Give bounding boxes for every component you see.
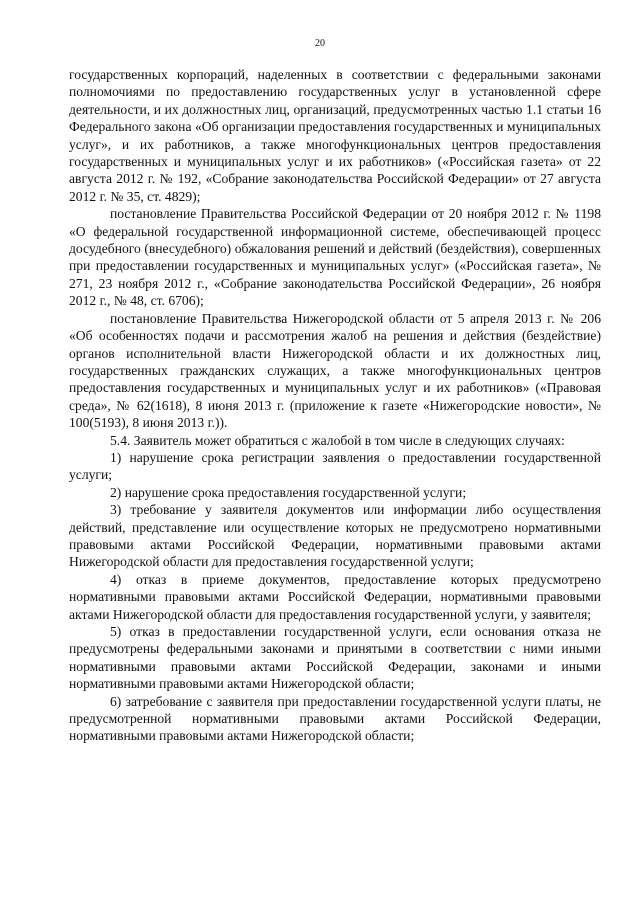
document-body [69, 66, 601, 745]
list-item-2: 2) нарушение срока предоставления государственной услуги; [110, 484, 467, 500]
list-item-6: 6) затребование с заявителя при предоставлении государственной услуги платы, не предусмотренной нормативными правовыми актами Российской Федерации, нормативными правовыми актами Нижегородской области; [69, 693, 601, 744]
paragraph-decree-1198: постановление Правительства Российской Федерации от 20 ноября 2012 г. № 1198 «О федеральной государственной информационной системе, обеспечивающей процесс досудебного (внесудебного) обжалования решений и действий (бездействия), совершенных при предоставлении государственных и муниципальных услуг» («Российская газета», № 271, 23 ноября 2012 г., «Собрание законодательства Российской Федерации», 26 ноября 2012 г., № 48, ст. 6706); [69, 206, 601, 309]
paragraph-federal-law-continuation: государственных корпораций, наделенных в соответствии с федеральными законами полномочиями по предоставлению государственных услуг в установленной сфере деятельности, и их должностных лиц, организаций, предусмотренных частью 1.1 статьи 16 Федерального закона «Об организации предоставления государственных и муниципальных услуг», и их работников, а также многофункциональных центров предоставления государственных и муниципальных услуг и их работников» («Российская газета» от 22 августа 2012 г. № 192, «Собрание законодательства Российской Федерации» от 27 августа 2012 г. № 35, ст. 4829); [69, 67, 601, 204]
paragraph-section-5-4: 5.4. Заявитель может обратиться с жалобой в том числе в следующих случаях: [110, 432, 565, 448]
list-item-3: 3) требование у заявителя документов или информации либо осуществления действий, представление или осуществление которых не предусмотрено нормативными правовыми актами Российской Федерации, нормативными правовыми актами Нижегородской области для предоставления государственной услуги; [69, 502, 601, 570]
list-item-4: 4) отказ в приеме документов, предоставление которых предусмотрено нормативными правовыми актами Российской Федерации, нормативными правовыми актами Нижегородской области для предоставления государственной услуги, у заявителя; [69, 571, 601, 622]
list-item-1: 1) нарушение срока регистрации заявления о предоставлении государственной услуги; [69, 449, 601, 483]
list-item-5: 5) отказ в предоставлении государственной услуги, если основания отказа не предусмотрены федеральными законами и принятыми в соответствии с ними иными нормативными правовыми актами Российской Федерации, законами и иными нормативными правовыми актами Нижегородской области; [69, 624, 601, 692]
page-number: 20 [315, 38, 325, 49]
paragraph-decree-206: постановление Правительства Нижегородской области от 5 апреля 2013 г. № 206 «Об особенностях подачи и рассмотрения жалоб на решения и действия (бездействие) органов исполнительной власти Нижегородской области и их должностных лиц, государственных гражданских служащих, а также многофункциональных центров предоставления государственных и муниципальных услуг и их работников» («Правовая среда», № 62(1618), 8 июня 2013 г. (приложение к газете «Нижегородские новости», № 100(5193), 8 июня 2013 г.)). [69, 310, 601, 431]
